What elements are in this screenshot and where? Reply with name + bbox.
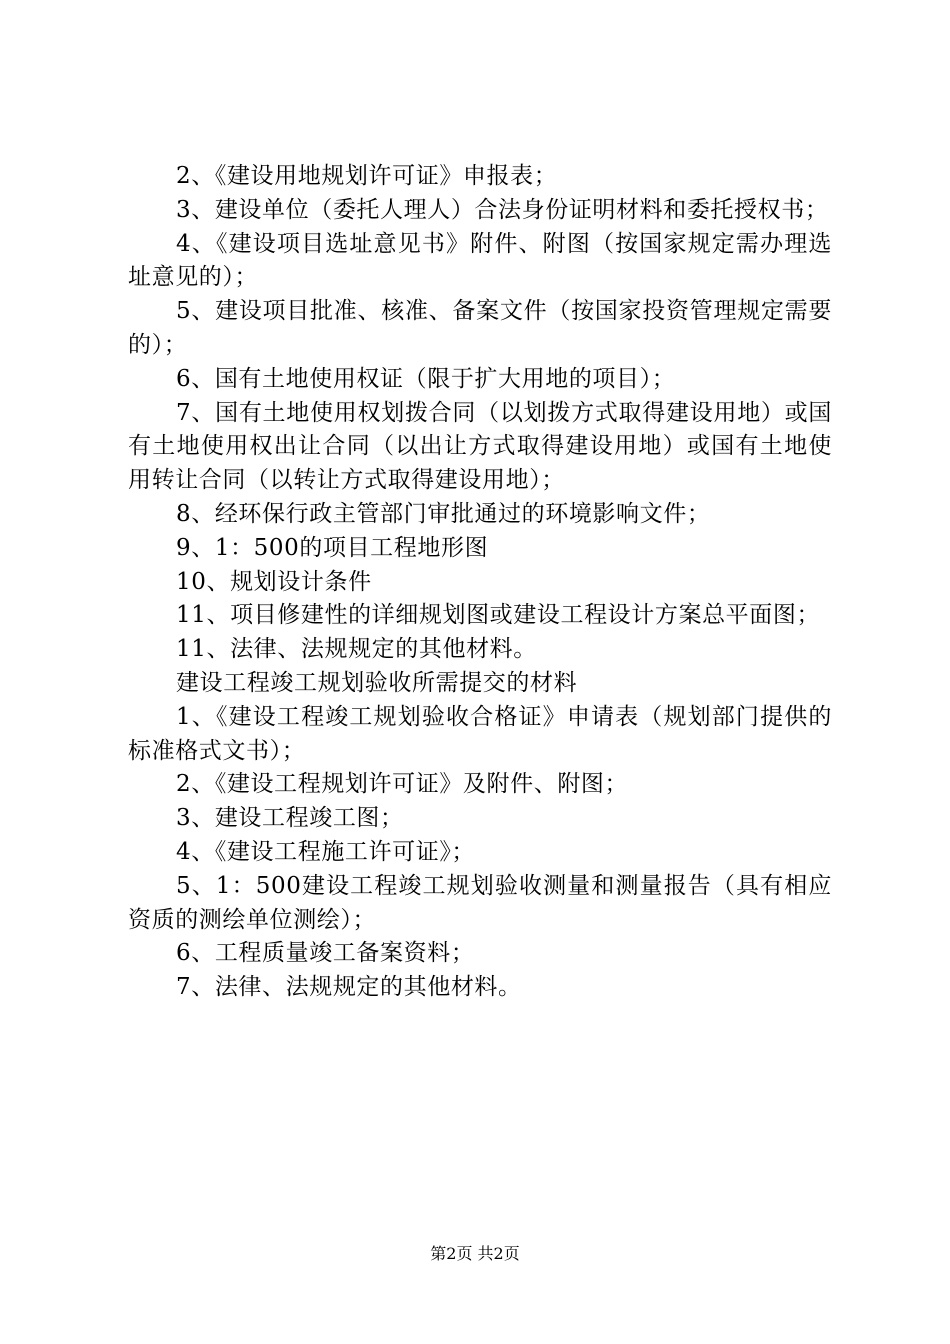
section-item-5: 5、1：500建设工程竣工规划验收测量和测量报告（具有相应资质的测绘单位测绘）； bbox=[128, 872, 832, 933]
section-item-7: 7、法律、法规规定的其他材料。 bbox=[176, 974, 522, 1001]
section-heading: 建设工程竣工规划验收所需提交的材料 bbox=[176, 669, 578, 696]
paragraph-item-6: 6、国有土地使用权证（限于扩大用地的项目）； bbox=[176, 365, 676, 392]
paragraph-item-3: 3、建设单位（委托人理人）合法身份证明材料和委托授权书； bbox=[176, 196, 829, 223]
paragraph-item-4: 4、《建设项目选址意见书》附件、附图（按国家规定需办理选址意见的）； bbox=[128, 230, 832, 291]
section-item-1: 1、《建设工程竣工规划验收合格证》申请表（规划部门提供的标准格式文书）； bbox=[128, 703, 832, 764]
document-body bbox=[128, 160, 832, 1005]
paragraph-item-11b: 11、法律、法规规定的其他材料。 bbox=[176, 636, 537, 663]
paragraph-item-11a: 11、项目修建性的详细规划图或建设工程设计方案总平面图； bbox=[176, 602, 821, 629]
paragraph-item-8: 8、经环保行政主管部门审批通过的环境影响文件； bbox=[176, 500, 711, 527]
section-item-3: 3、建设工程竣工图； bbox=[176, 805, 404, 832]
section-item-2: 2、《建设工程规划许可证》及附件、附图； bbox=[176, 771, 629, 798]
section-item-4: 4、《建设工程施工许可证》； bbox=[176, 838, 476, 865]
paragraph-item-9: 9、1：500的项目工程地形图 bbox=[176, 534, 489, 561]
paragraph-item-7: 7、国有土地使用权划拨合同（以划拨方式取得建设用地）或国有土地使用权出让合同（以出让方式取得建设用地）或国有土地使用转让合同（以转让方式取得建设用地）； bbox=[128, 399, 832, 494]
paragraph-item-5: 5、建设项目批准、核准、备案文件（按国家投资管理规定需要的）； bbox=[128, 298, 832, 358]
paragraph-item-2: 2、《建设用地规划许可证》申报表； bbox=[176, 163, 558, 189]
page-footer: 第2页 共2页 bbox=[430, 1244, 520, 1263]
paragraph-item-10: 10、规划设计条件 bbox=[176, 568, 372, 595]
section-item-6: 6、工程质量竣工备案资料； bbox=[176, 940, 475, 967]
